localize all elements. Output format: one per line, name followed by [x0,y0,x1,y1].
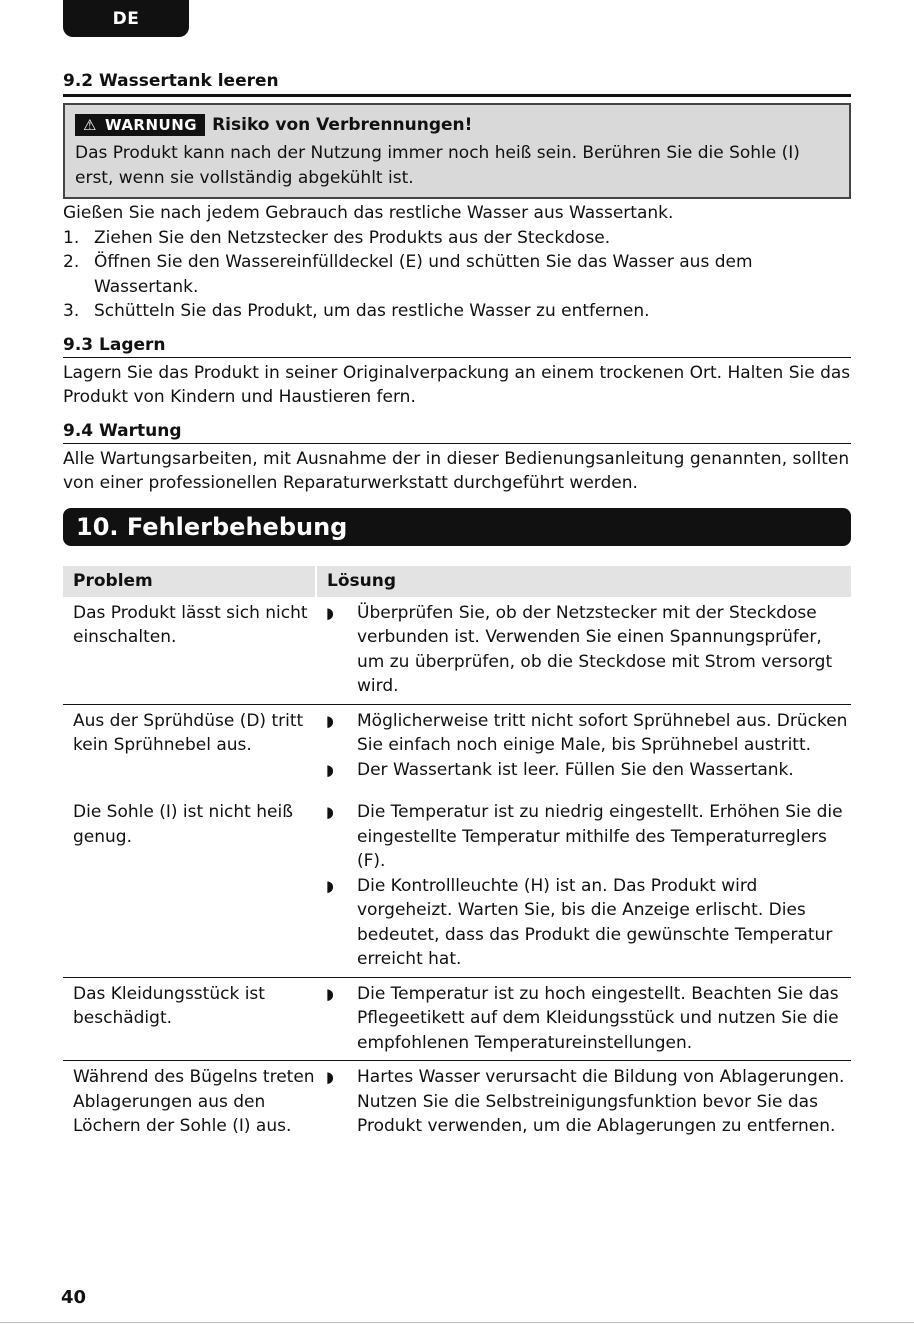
warning-box [63,103,851,199]
solution-item: ◗ Überprüfen Sie, ob der Netzstecker mit der Steckdose verbunden ist. Verwenden Sie einen Spannungsprüfer, um zu überprüfen, ob die Steckdose mit Strom versorgt wird. [326,601,851,699]
list-item: 3. Schütteln Sie das Produkt, um das restliche Wasser zu entfernen. [63,301,650,321]
bullet-icon: ◗ [326,1068,334,1086]
solution-cell [316,1061,851,1144]
solution-cell [316,796,851,977]
list-item: 2. Öffnen Sie den Wassereinfülldeckel (E) und schütten Sie das Wasser aus dem Wassertank. [63,252,753,297]
bullet-icon: ◗ [326,984,334,1003]
warning-heading: Risiko von Verbrennungen! [212,115,473,135]
solution-item: ◗ Hartes Wasser verursacht die Bildung von Ablagerungen. Nutzen Sie die Selbstreinigungsfunktion bevor Sie das Produkt verwenden, um die Ablagerungen zu entfernen. [326,1065,851,1139]
section-title-9-3: 9.3 Lagern [63,334,851,358]
warning-header [75,113,839,137]
warning-badge-label: WARNUNG [104,116,198,134]
solution-cell [316,977,851,1061]
solution-item: ◗ Die Temperatur ist zu niedrig eingestellt. Erhöhen Sie die eingestellte Temperatur mithilfe des Temperaturreglers (F). [326,800,851,874]
page-number: 40 [61,1287,87,1308]
solution-item: ◗ Möglicherweise tritt nicht sofort Sprühnebel aus. Drücken Sie einfach noch einige Male, bis Sprühnebel austritt. [326,709,851,758]
problem-cell: Das Kleidungsstück ist beschädigt. [63,977,316,1061]
solution-item: ◗ Die Temperatur ist zu hoch eingestellt. Beachten Sie das Pflegeetikett auf dem Kleidungsstück und nutzen Sie die empfohlenen Temperatureinstellungen. [326,982,851,1056]
problem-cell: Das Produkt lässt sich nicht einschalten. [63,597,316,705]
table-row [63,977,851,1061]
warning-badge [75,114,205,136]
bullet-icon: ◗ [326,760,334,779]
section-9-3-text: Lagern Sie das Produkt in seiner Originalverpackung an einem trockenen Ort. Halten Sie das Produkt von Kindern und Haustieren fern. [63,362,851,407]
table-header-solution: Lösung [316,566,851,597]
solution-cell [316,597,851,705]
problem-cell: Aus der Sprühdüse (D) tritt kein Sprühnebel aus. [73,710,304,755]
bullet-icon: ◗ [326,603,334,622]
solution-item: ◗ Der Wassertank ist leer. Füllen Sie den Wassertank. [326,758,851,783]
section-title-9-2: 9.2 Wassertank leeren [63,70,851,97]
bullet-icon: ◗ [326,876,334,895]
bullet-icon: ◗ [326,803,334,821]
warning-triangle-icon: ⚠ [83,116,97,134]
problem-cell: Die Sohle (I) ist nicht heiß genug. [63,796,316,977]
steps-list [63,226,851,324]
list-item: 1. Ziehen Sie den Netzstecker des Produkts aus der Steckdose. [63,227,611,248]
page-content [63,70,851,1144]
table-header-problem: Problem [63,566,316,597]
table-row [63,704,851,796]
section-title-9-4: 9.4 Wartung [63,420,851,444]
troubleshooting-table [63,566,851,1144]
bottom-rule [0,1322,914,1323]
chapter-title: 10. Fehlerbehebung [63,508,851,546]
solution-cell [316,704,851,796]
section-9-2-intro: Gießen Sie nach jedem Gebrauch das restliche Wasser aus Wassertank. [63,203,674,223]
solution-item: ◗ Die Kontrollleuchte (H) ist an. Das Produkt wird vorgeheizt. Warten Sie, bis die Anzeige erlischt. Dies bedeutet, dass das Produkt die gewünschte Temperatur erreicht hat. [326,874,851,972]
table-row [63,796,851,977]
warning-text: Das Produkt kann nach der Nutzung immer noch heiß sein. Berühren Sie die Sohle (I) erst, wenn sie vollständig abgekühlt ist. [75,143,800,188]
language-tab: DE [63,0,189,37]
section-9-4-text: Alle Wartungsarbeiten, mit Ausnahme der in dieser Bedienungsanleitung genannten, sollten von einer professionellen Reparaturwerkstatt durchgeführt werden. [63,448,850,493]
bullet-icon: ◗ [326,711,334,730]
table-row [63,1061,851,1144]
table-row [63,597,851,705]
problem-cell: Während des Bügelns treten Ablagerungen aus den Löchern der Sohle (I) aus. [73,1067,315,1136]
